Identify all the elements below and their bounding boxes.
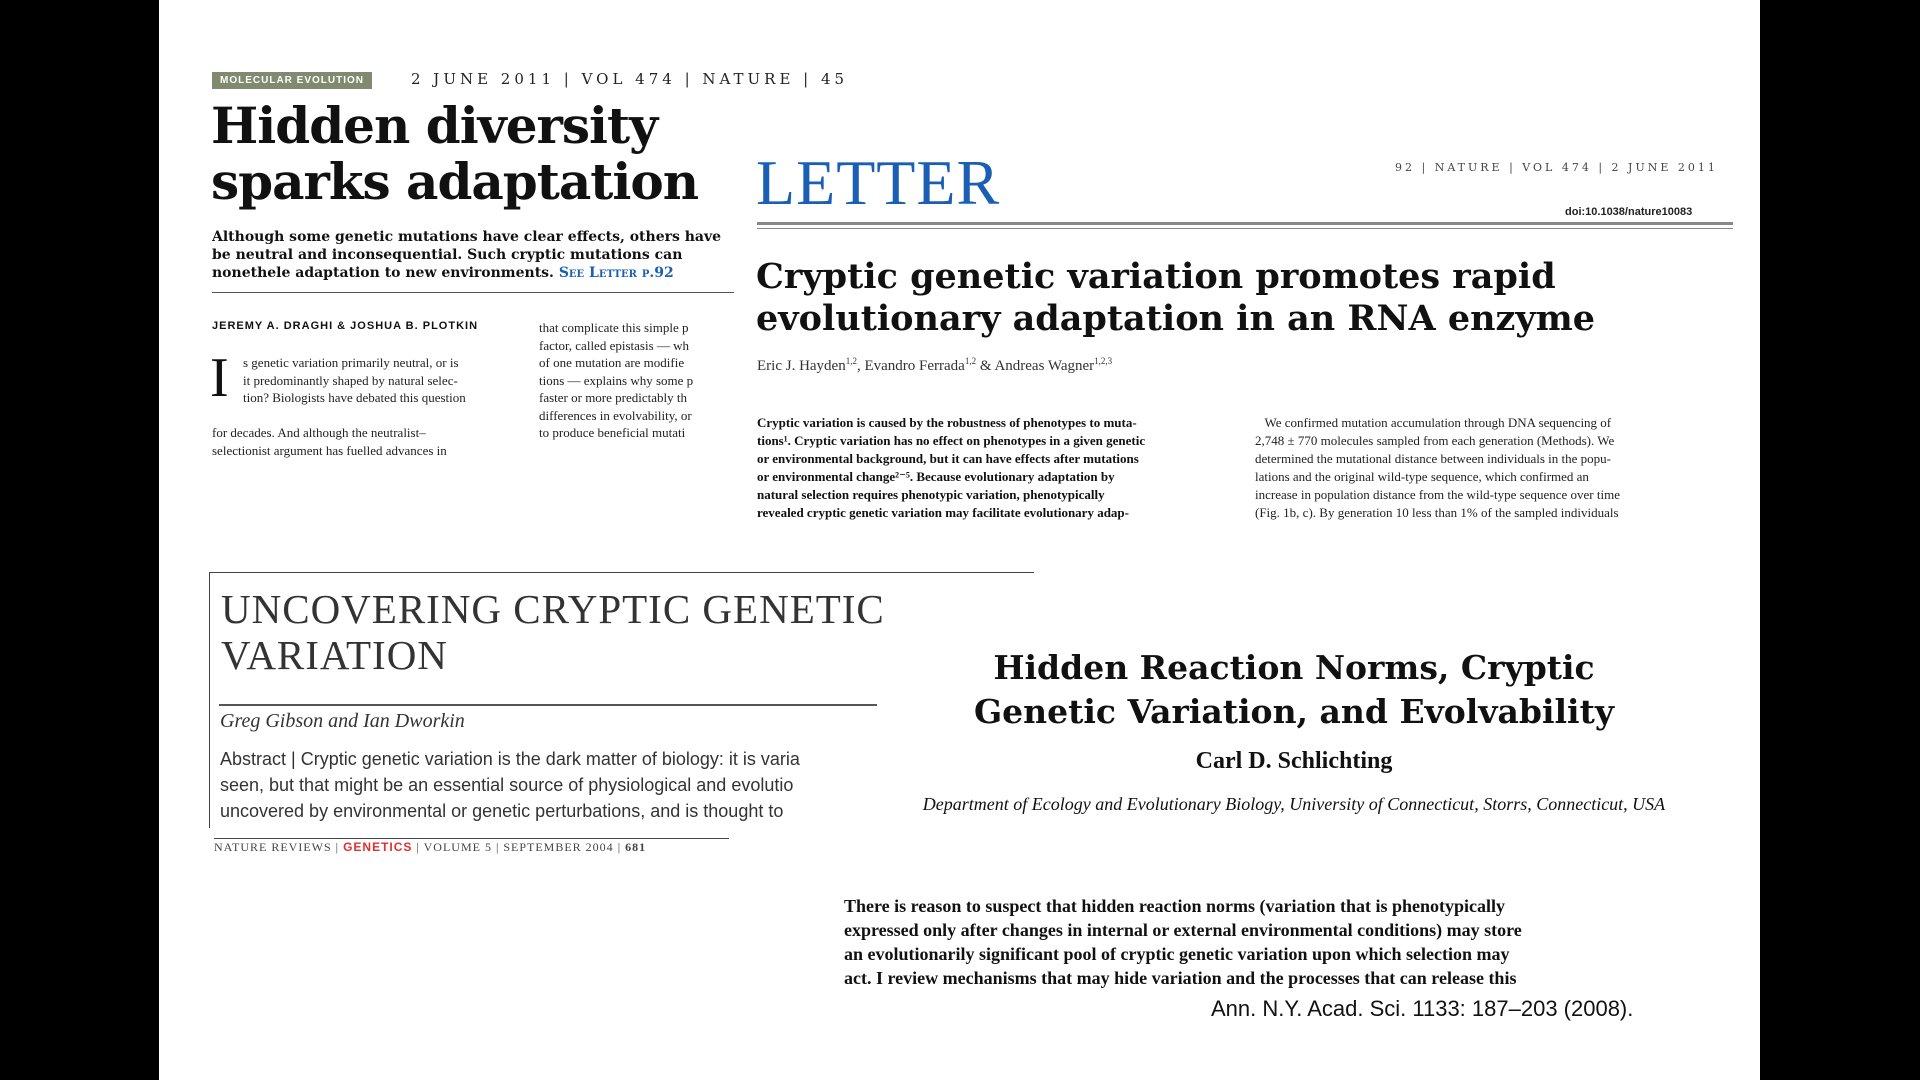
letter-rule xyxy=(757,222,1733,225)
letter-label: LETTER xyxy=(756,147,1001,218)
standfirst xyxy=(212,228,734,286)
paper-affiliation: Department of Ecology and Evolutionary Biology, University of Connecticut, Storrs, Connecticut, USA xyxy=(922,794,1666,814)
section-tag: MOLECULAR EVOLUTION xyxy=(212,72,372,89)
letter-abstract: Cryptic variation is caused by the robustness of phenotypes to muta- tions¹. Cryptic variation has no effect on phenotypes in a given genetic or environmental background, but it can have effects after mutations or environmental change²⁻⁵. Because evolutionary adaptation by natural selection requires phenotypic variation, phenotypically revealed cryptic genetic variation may facilitate evolutionary adap- xyxy=(757,415,1146,520)
divider xyxy=(219,704,877,706)
see-letter-link[interactable]: See Letter p.92 xyxy=(558,265,674,281)
news-views-authors: JEREMY A. DRAGHI & JOSHUA B. PLOTKIN xyxy=(212,320,479,332)
slide xyxy=(159,0,1760,1080)
review-footer: NATURE REVIEWS | GENETICS | VOLUME 5 | SEPTEMBER 2004 | 681 xyxy=(214,838,729,855)
drop-cap: I xyxy=(210,347,229,409)
letter-body: We confirmed mutation accumulation through DNA sequencing of 2,748 ± 770 molecules sampled from each generation (Methods). We determined the mutational distance between individuals in the popu- lations and the original wild-type sequence, which confirmed an increase in population distance from the wild-type sequence over time (Fig. 1b, c). By generation 10 less than 1% of the sampled individuals xyxy=(1255,415,1620,520)
frame-top xyxy=(209,572,1034,573)
citation: Ann. N.Y. Acad. Sci. 1133: 187–203 (2008). xyxy=(1211,996,1634,1021)
footer-genetics: GENETICS xyxy=(343,840,413,854)
body-column-2: that complicate this simple p factor, called epistasis — wh of one mutation are modifie tions — explains why some p faster or more predictably th differences in evolvability, or to produce beneficial mutati xyxy=(539,320,694,440)
letter-issue-line: 92 | NATURE | VOL 474 | 2 JUNE 2011 xyxy=(1395,161,1718,174)
footer-journal: NATURE REVIEWS xyxy=(214,840,332,854)
author-affiliation: 1,2 xyxy=(845,356,857,366)
letter-authors: Eric J. Hayden$^{1,2}$, Evandro Ferrada$^{1,2}$ & Andreas Wagner$^{1,2,3}$ xyxy=(757,356,1113,374)
footer-volume: VOLUME 5 | SEPTEMBER 2004 xyxy=(423,840,614,854)
issue-line: 2 JUNE 2011 | VOL 474 | NATURE | 45 xyxy=(411,70,849,88)
body-column-1: s genetic variation primarily neutral, or is it predominantly shaped by natural selec- tion? Biologists have debated this question xyxy=(243,355,466,405)
doi[interactable]: doi:10.1038/nature10083 xyxy=(1565,206,1693,218)
review-abstract: Abstract | Cryptic genetic variation is the dark matter of biology: it is varia seen, but that might be an essential source of physiological and evolutio uncovered by environmental or genetic perturbations, and is thought to xyxy=(220,749,800,821)
standfirst-text: Although some genetic mutations have clear effects, others have be neutral and inconsequential. Such cryptic mutations can nonethele adaptation to new environments. xyxy=(212,229,722,281)
author-name: Andreas Wagner xyxy=(994,358,1095,374)
author-name: Evandro Ferrada xyxy=(864,358,965,374)
letter-rule-thin xyxy=(757,228,1733,229)
frame-left xyxy=(209,572,210,828)
author-name: Eric J. Hayden xyxy=(757,358,846,374)
body-column-1-continued: for decades. And although the neutralist– selectionist argument has fuelled advances in xyxy=(212,425,447,458)
news-views-title: Hidden diversity sparks adaptation xyxy=(211,96,699,211)
paper-abstract: There is reason to suspect that hidden reaction norms (variation that is phenotypically expressed only after changes in internal or external environmental conditions) may store an evolutionarily significant pool of cryptic genetic variation upon which selection may act. I review mechanisms that may hide variation and the processes that can release this xyxy=(844,896,1522,988)
paper-author: Carl D. Schlichting xyxy=(1195,748,1393,774)
divider xyxy=(212,292,734,293)
paper-title: Hidden Reaction Norms, Cryptic Genetic Variation, and Evolvability xyxy=(973,648,1615,731)
review-title: UNCOVERING CRYPTIC GENETIC VARIATION xyxy=(221,586,885,678)
author-affiliation: 1,2 xyxy=(964,356,977,366)
review-authors: Greg Gibson and Ian Dworkin xyxy=(220,710,465,732)
author-affiliation: 1,2,3 xyxy=(1094,356,1113,366)
footer-page: 681 xyxy=(625,840,647,854)
letter-title: Cryptic genetic variation promotes rapid evolutionary adaptation in an RNA enzyme xyxy=(756,256,1596,339)
